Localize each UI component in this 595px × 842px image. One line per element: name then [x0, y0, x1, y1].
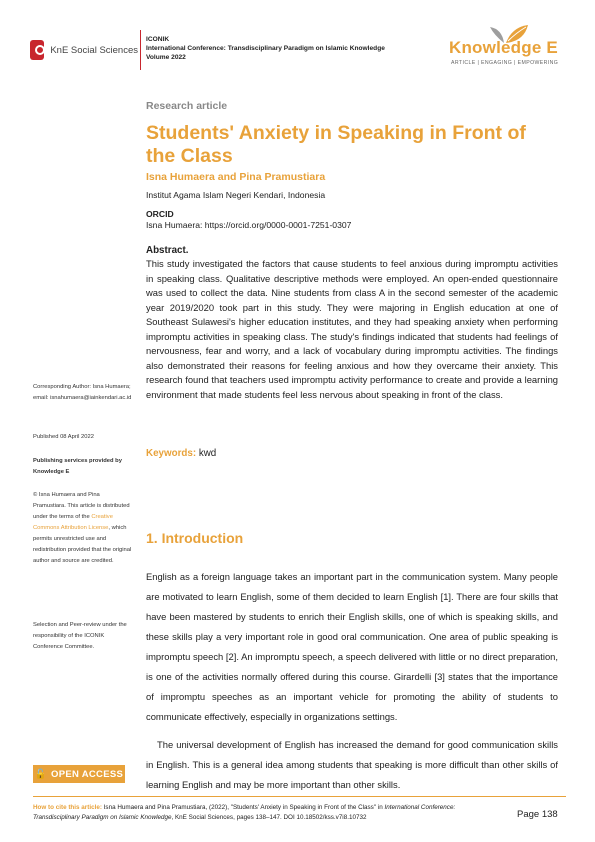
citation-venue: International Conference: Transdisciplinary Paradigm on Islamic Knowledge [33, 804, 456, 821]
header-divider [140, 30, 141, 70]
conference-short: ICONIK [146, 36, 170, 43]
abstract-text: This study investigated the factors that cause students to feel anxious during impromptu activities in speaking class. Qualitative descriptive methods were employed. An open-ended questionnaire was used to collect the data. Nine students from class A in the second semester of the academic year 2019/2020 took part in this study. They were majoring in English education at one of Southeast Sulawesi's higher education institutes, and they had speaking anxiety when performing impromptu activities in speaking class. The study's findings indicated that students had feelings of nervousness, fear and worry, and a lack of vocabulary during impromptu activities. The findings also demonstrated their reasons for feeling anxious and how they overcame their anxiety. This research found that teachers used impromptu activity performance to create and provide a learning environment that made students feel less nervous about speaking in front of the class. [146, 258, 558, 400]
conference-full: International Conference: Transdisciplinary Paradigm on Islamic Knowledge [146, 45, 385, 52]
citation-label: How to cite this article: [33, 804, 102, 811]
section-heading-introduction: 1. Introduction [146, 530, 244, 546]
keywords-value: kwd [198, 448, 217, 459]
knowledge-e-tagline: ARTICLE | ENGAGING | EMPOWERING [451, 60, 559, 66]
peer-review-note: Selection and Peer-review under the responsibility of the ICONIK Conference Committee. [33, 622, 127, 650]
citation-tail: , KnE Social Sciences, pages 138–147. DOI 10.18502/kss.v7i8.10732 [171, 814, 367, 821]
orcid-heading: ORCID [146, 209, 174, 219]
citation-text: Isna Humaera and Pina Pramustiara, (2022), "Students' Anxiety in Speaking in Front of the Class" in [101, 804, 385, 811]
body-paragraph-1: English as a foreign language takes an important part in the communication system. Many people are motivated to learn English, some of them decided to learn English [1]. There are four skills that have been mastered by students to enrich their English skills, one of which is speaking skills, and these skills play a very important role in good oral communication. One area of public speaking is impromptu speech [2]. An impromptu speech, a speech delivered with little or no direct preparation, is one of the activities normally offered during this course. Girardelli [3] states that the importance of impromptu speeches as an important vehicle for promoting the ability of students to communicate effectively, especially in organizations settings. [146, 571, 558, 722]
keywords [146, 448, 558, 459]
copyright-prefix: © Isna Humaera and Pina Pramustiara. This article is distributed under the terms of the [33, 492, 130, 520]
kne-logo-text: KnE Social Sciences [50, 44, 138, 56]
kne-logo [30, 37, 138, 63]
article-type: Research article [146, 100, 228, 112]
volume: Volume 2022 [146, 54, 186, 61]
kne-logo-icon [30, 40, 44, 60]
orcid-link[interactable]: Isna Humaera: https://orcid.org/0000-0001-7251-0307 [146, 220, 352, 230]
copyright-notice [33, 490, 133, 567]
open-access-lock-icon: 🔓 [34, 768, 48, 780]
corresponding-author: Corresponding Author: Isna Humaera; email: isnahumaera@iainkendari.ac.id [33, 384, 132, 401]
article-title: Students' Anxiety in Speaking in Front of the Class [146, 122, 526, 167]
affiliation: Institut Agama Islam Negeri Kendari, Indonesia [146, 190, 326, 200]
keywords-label: Keywords: [146, 448, 197, 459]
article-authors: Isna Humaera and Pina Pramustiara [146, 171, 326, 183]
citation [33, 803, 503, 823]
body-paragraph-2: The universal development of English has increased the demand for good communication skills in English. This is a general idea among students that speaking is more difficult than other skills of learning English and may be more important than other skills. [146, 739, 558, 790]
open-access-badge [33, 765, 125, 783]
abstract-heading: Abstract. [146, 245, 189, 256]
page-number: Page 138 [517, 809, 558, 820]
publishing-services: Publishing services provided by Knowledge E [33, 458, 122, 475]
knowledge-e-logo-text: Knowledge E [449, 38, 558, 57]
license-link[interactable]: Creative Commons Attribution License [33, 514, 113, 531]
footer-divider [33, 796, 566, 797]
copyright-suffix: , which permits unrestricted use and redistribution provided that the original author and source are credited. [33, 525, 132, 564]
open-access-label: OPEN ACCESS [51, 768, 124, 780]
published-date: Published 08 April 2022 [33, 434, 94, 440]
